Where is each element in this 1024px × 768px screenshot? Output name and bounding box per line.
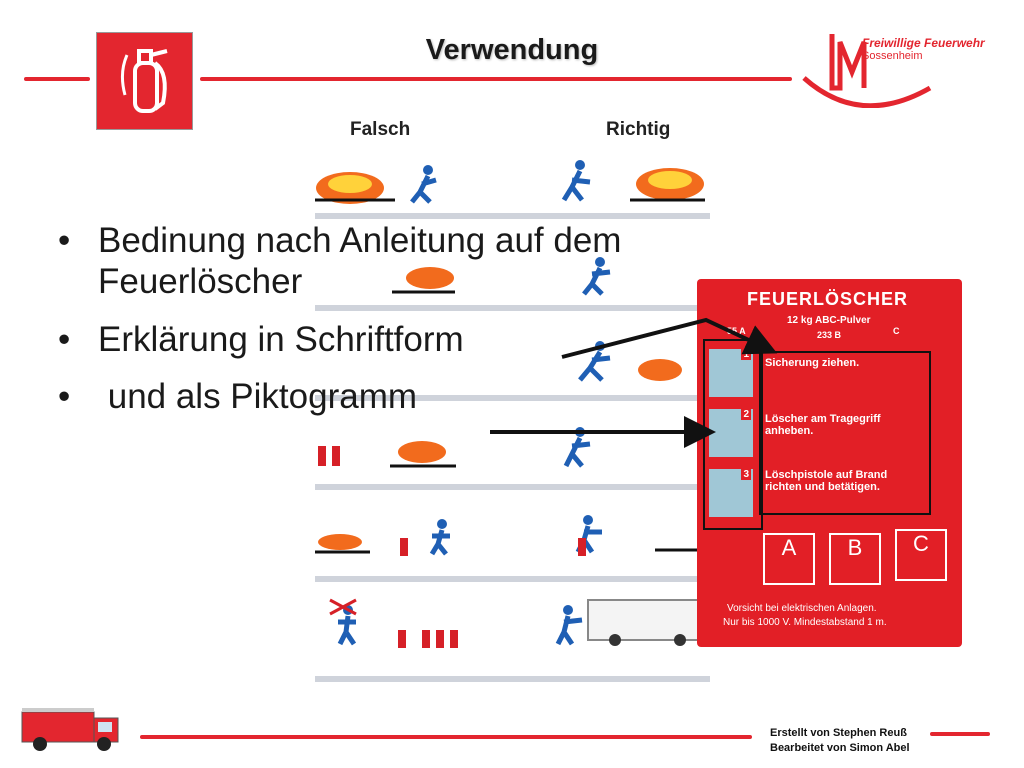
- step-1-number: 1: [743, 349, 749, 360]
- step-3-number: 3: [743, 469, 749, 480]
- extinguisher-spec: 12 kg ABC-Pulver: [787, 315, 871, 326]
- bullet-text: Bedinung nach Anleitung auf dem Feuerlöscher: [98, 221, 622, 302]
- column-label-right: Richtig: [606, 119, 671, 140]
- arrow-text-icon: [562, 320, 770, 357]
- fire-class-c-icon: C: [895, 529, 947, 581]
- logo-line1: Freiwillige Feuerwehr: [862, 36, 985, 50]
- step-1-text: Sicherung ziehen.: [765, 357, 860, 369]
- fire-class-a-icon: A: [763, 533, 815, 585]
- warning-line-1: Vorsicht bei elektrischen Anlagen.: [727, 603, 877, 614]
- footer-rule-right: [930, 732, 990, 736]
- extinguisher-rating-a: 55 A: [727, 326, 746, 336]
- footer-edited: Bearbeitet von Simon Abel: [770, 742, 910, 754]
- extinguisher-rating-c: C: [893, 326, 900, 336]
- page-title: Verwendung: [425, 34, 599, 66]
- fire-truck-icon: [20, 704, 122, 754]
- extinguisher-title: FEUERLÖSCHER: [747, 289, 909, 309]
- footer-rule-left: [140, 735, 752, 739]
- bullet-text: Erklärung in Schriftform: [98, 319, 464, 359]
- step-3-text: Löschpistole auf Brand richten und betätigen.: [765, 469, 888, 493]
- bullet-dot-icon: •: [58, 319, 71, 359]
- step-2-number: 2: [743, 409, 749, 420]
- column-label-wrong: Falsch: [350, 119, 411, 140]
- bullet-text: und als Piktogramm: [98, 376, 418, 416]
- fire-class-b-icon: B: [829, 533, 881, 585]
- warning-line-2: Nur bis 1000 V. Mindestabstand 1 m.: [723, 617, 887, 628]
- bullet-dot-icon: •: [58, 221, 71, 260]
- logo-line2: Sossenheim: [862, 50, 923, 62]
- footer-created: Erstellt von Stephen Reuß: [770, 727, 907, 739]
- extinguisher-rating-b: 233 B: [817, 330, 842, 340]
- bullet-dot-icon: •: [58, 376, 71, 416]
- step-2-text: Löscher am Tragegriff anheben.: [765, 413, 881, 437]
